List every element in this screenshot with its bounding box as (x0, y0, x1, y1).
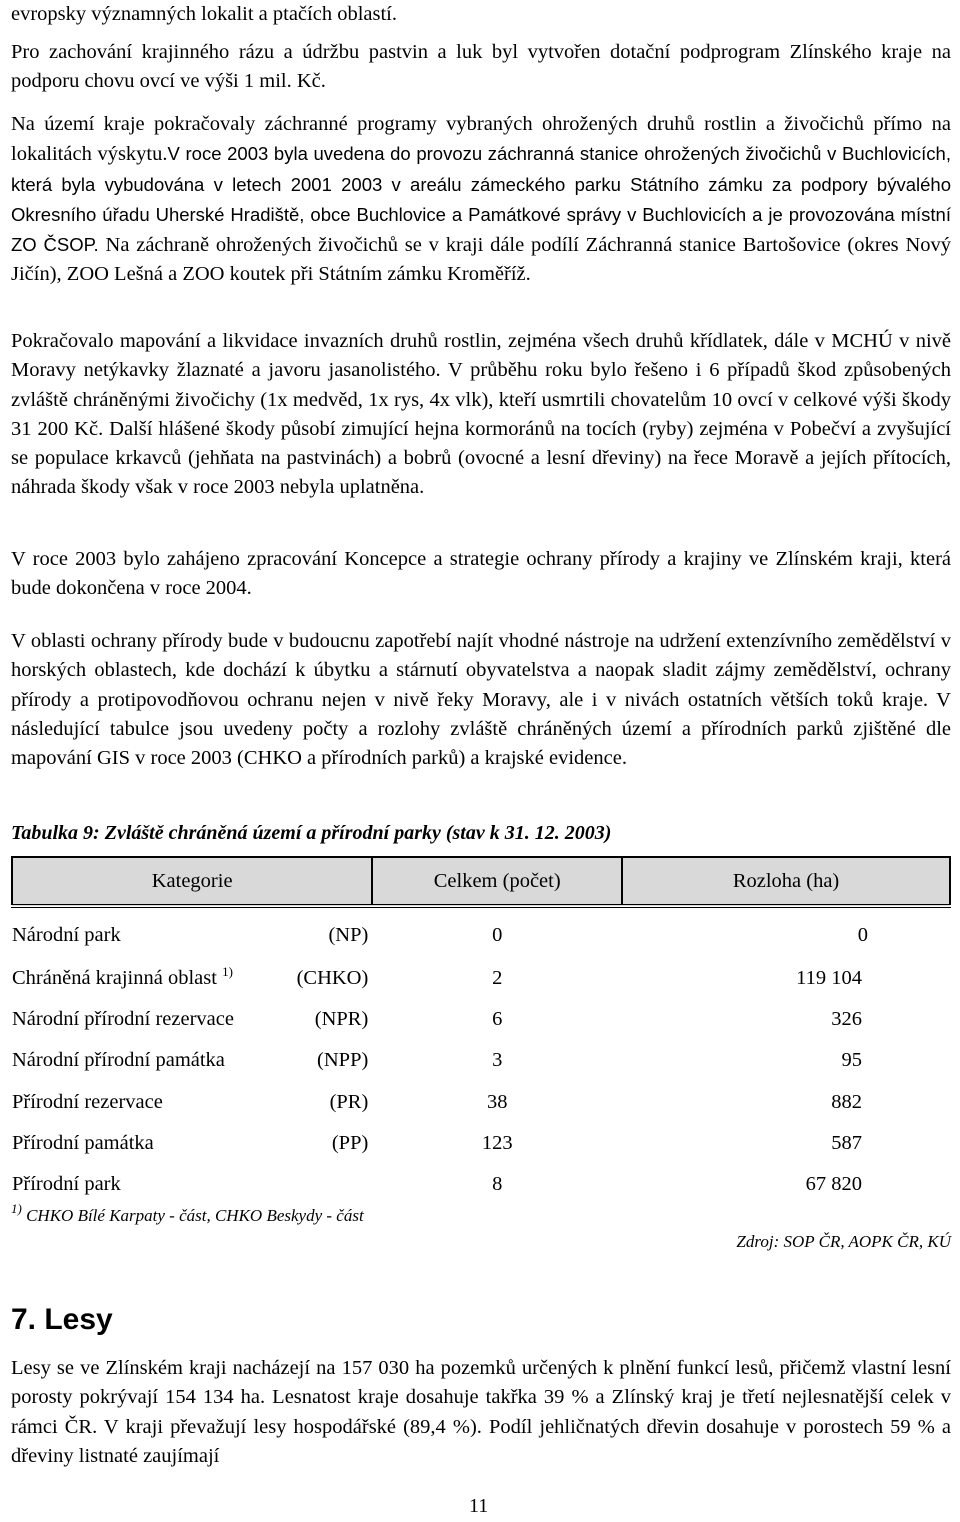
row-area: 882 (831, 1090, 862, 1113)
footnote-mark: 1) (11, 1201, 22, 1216)
row-area: 326 (831, 1008, 862, 1031)
paragraph-subsidy: Pro zachování krajinného rázu a údržbu pastvin a luk byl vytvořen dotační podprogram Zlínského kraje na podporu chovu ovcí ve výši 1 mil. Kč. (11, 41, 951, 93)
section-heading: 7. Lesy (11, 1303, 113, 1336)
rescue-station-text: V roce 2003 byla uvedena do provozu záchranná stanice ohrožených živočichů v Buchlovicích, která byla vybudována v letech 2001 2003 v areálu zámeckého parku Státního zámku za podpory bývalého Okresního úřadu Uherské Hradiště, obce Buchlovice a Památkové správy v Buchlovicích a je provozována místní ZO ČSOP. (11, 143, 951, 256)
row-count: 2 (492, 967, 503, 990)
row-category (12, 1123, 275, 1164)
table-header-row (12, 857, 950, 906)
row-category (12, 906, 275, 958)
row-count: 8 (492, 1173, 503, 1196)
table-row (12, 1164, 950, 1205)
table-source: Zdroj: SOP ČR, AOPK ČR, KÚ (736, 1232, 951, 1251)
table-row (12, 1123, 950, 1164)
category-name: Národní přírodní rezervace (12, 1008, 234, 1031)
row-category (12, 958, 275, 999)
table-footnote (11, 1201, 364, 1226)
row-count: 6 (492, 1008, 503, 1031)
row-category (12, 1164, 275, 1205)
header-count: Celkem (počet) (372, 857, 622, 906)
category-name: Přírodní památka (12, 1131, 154, 1154)
category-name: Přírodní rezervace (12, 1090, 163, 1113)
row-abbreviation: (NPP) (317, 1049, 369, 1072)
footnote-text: CHKO Bílé Karpaty - část, CHKO Beskydy - část (26, 1206, 364, 1225)
row-area: 119 104 (796, 967, 862, 990)
header-area: Rozloha (ha) (622, 857, 950, 906)
paragraph-intro: evropsky významných lokalit a ptačích oblastí. (11, 3, 397, 25)
protected-areas-table (11, 856, 951, 1205)
table-row (12, 1040, 950, 1081)
paragraph-rescue-programs (11, 110, 951, 290)
table-row (12, 1082, 950, 1123)
row-area: 95 (841, 1049, 862, 1072)
category-name: Národní park (12, 923, 121, 946)
category-name: Národní přírodní památka (12, 1049, 225, 1072)
row-abbreviation: (PP) (331, 1131, 369, 1154)
paragraph-nature-protection: V oblasti ochrany přírody bude v budoucnu zapotřebí najít vhodné nástroje na udržení extenzívního zemědělství v horských oblastech, kde dochází k úbytku a stárnutí obyvatelstva a naopak sladit zájmy zemědělství, ochrany přírody a protipovodňovou ochranu nejen v nivě řeky Moravy, ale i v nivách ostatních větších toků kraje. V následující tabulce jsou uvedeny počty a rozlohy zvláště chráněných území a přírodních parků zjištěné dle mapování GIS v roce 2003 (CHKO a přírodních parků) a krajské evidence. (11, 630, 951, 770)
row-area: 587 (831, 1131, 862, 1154)
row-category (12, 1040, 275, 1081)
row-abbreviation (275, 1164, 372, 1205)
paragraph-concept: V roce 2003 bylo zahájeno zpracování Koncepce a strategie ochrany přírody a krajiny ve Zlínském kraji, která bude dokončena v roce 2004. (11, 548, 951, 600)
page-number: 11 (469, 1495, 489, 1517)
row-count: 38 (486, 1090, 508, 1113)
paragraph-invasive-species: Pokračovalo mapování a likvidace invazních druhů rostlin, zejména všech druhů křídlatek, dále v MCHÚ v nivě Moravy netýkavky žlaznaté a javoru jasanolistého. V průběhu roku bylo řešeno i 6 případů škod způsobených zvláště chráněnými živočichy (1x medvěd, 1x rys, 4x vlk), kteří usmrtili chovatelům 10 ovcí v celkové výši škody 31 200 Kč. Další hlášené škody působí zimující hejna kormoránů na tocích (ryby) zejména v Pobečví a zvyšující se populace krkavců (jehňata na pastvinách) a bobrů (ovocné a lesní dřeviny) na řece Moravě a jejích přítocích, náhrada škody však v roce 2003 nebyla uplatněna. (11, 330, 951, 499)
row-area: 0 (857, 923, 868, 946)
table-row (12, 958, 950, 999)
row-count: 3 (492, 1049, 503, 1072)
row-abbreviation: (PR) (329, 1090, 369, 1113)
rescue-programs-text: Na území kraje pokračovaly záchranné programy vybraných ohrožených druhů rostlin a živočichů přímo na lokalitách výskytu. (11, 113, 951, 166)
table-caption: Tabulka 9: Zvláště chráněná území a přírodní parky (stav k 31. 12. 2003) (11, 822, 612, 844)
paragraph-forests: Lesy se ve Zlínském kraji nacházejí na 157 030 ha pozemků určených k plnění funkcí lesů, přičemž vlastní lesní porosty pokrývají 154 134 ha. Lesnatost kraje dosahuje takřka 39 % a Zlínský kraj je třetí nejlesnatější celek v rámci ČR. V kraji převažují lesy hospodářské (89,4 %). Podíl jehličnatých dřevin dosahuje v porostech 59 % a dřeviny listnaté zaujímají (11, 1357, 951, 1467)
category-name: Přírodní park (12, 1173, 121, 1196)
row-count: 123 (481, 1131, 513, 1154)
row-abbreviation: (CHKO) (296, 967, 369, 990)
row-count: 0 (492, 923, 503, 946)
table-row (12, 906, 950, 958)
row-abbreviation: (NPR) (314, 1008, 369, 1031)
footnote-reference: 1) (222, 964, 233, 980)
rescue-partners-text: Na záchraně ohrožených živočichů se v kraji dále podílí Záchranná stanice Bartošovice (okres Nový Jičín), ZOO Lešná a ZOO koutek při Státním zámku Kroměříž. (11, 234, 952, 286)
row-abbreviation: (NP) (328, 923, 369, 946)
row-category (12, 1082, 275, 1123)
category-name: Chráněná krajinná oblast (12, 967, 217, 990)
header-category: Kategorie (12, 857, 372, 906)
table-row (12, 999, 950, 1040)
row-area: 67 820 (805, 1173, 862, 1196)
row-category (12, 999, 275, 1040)
